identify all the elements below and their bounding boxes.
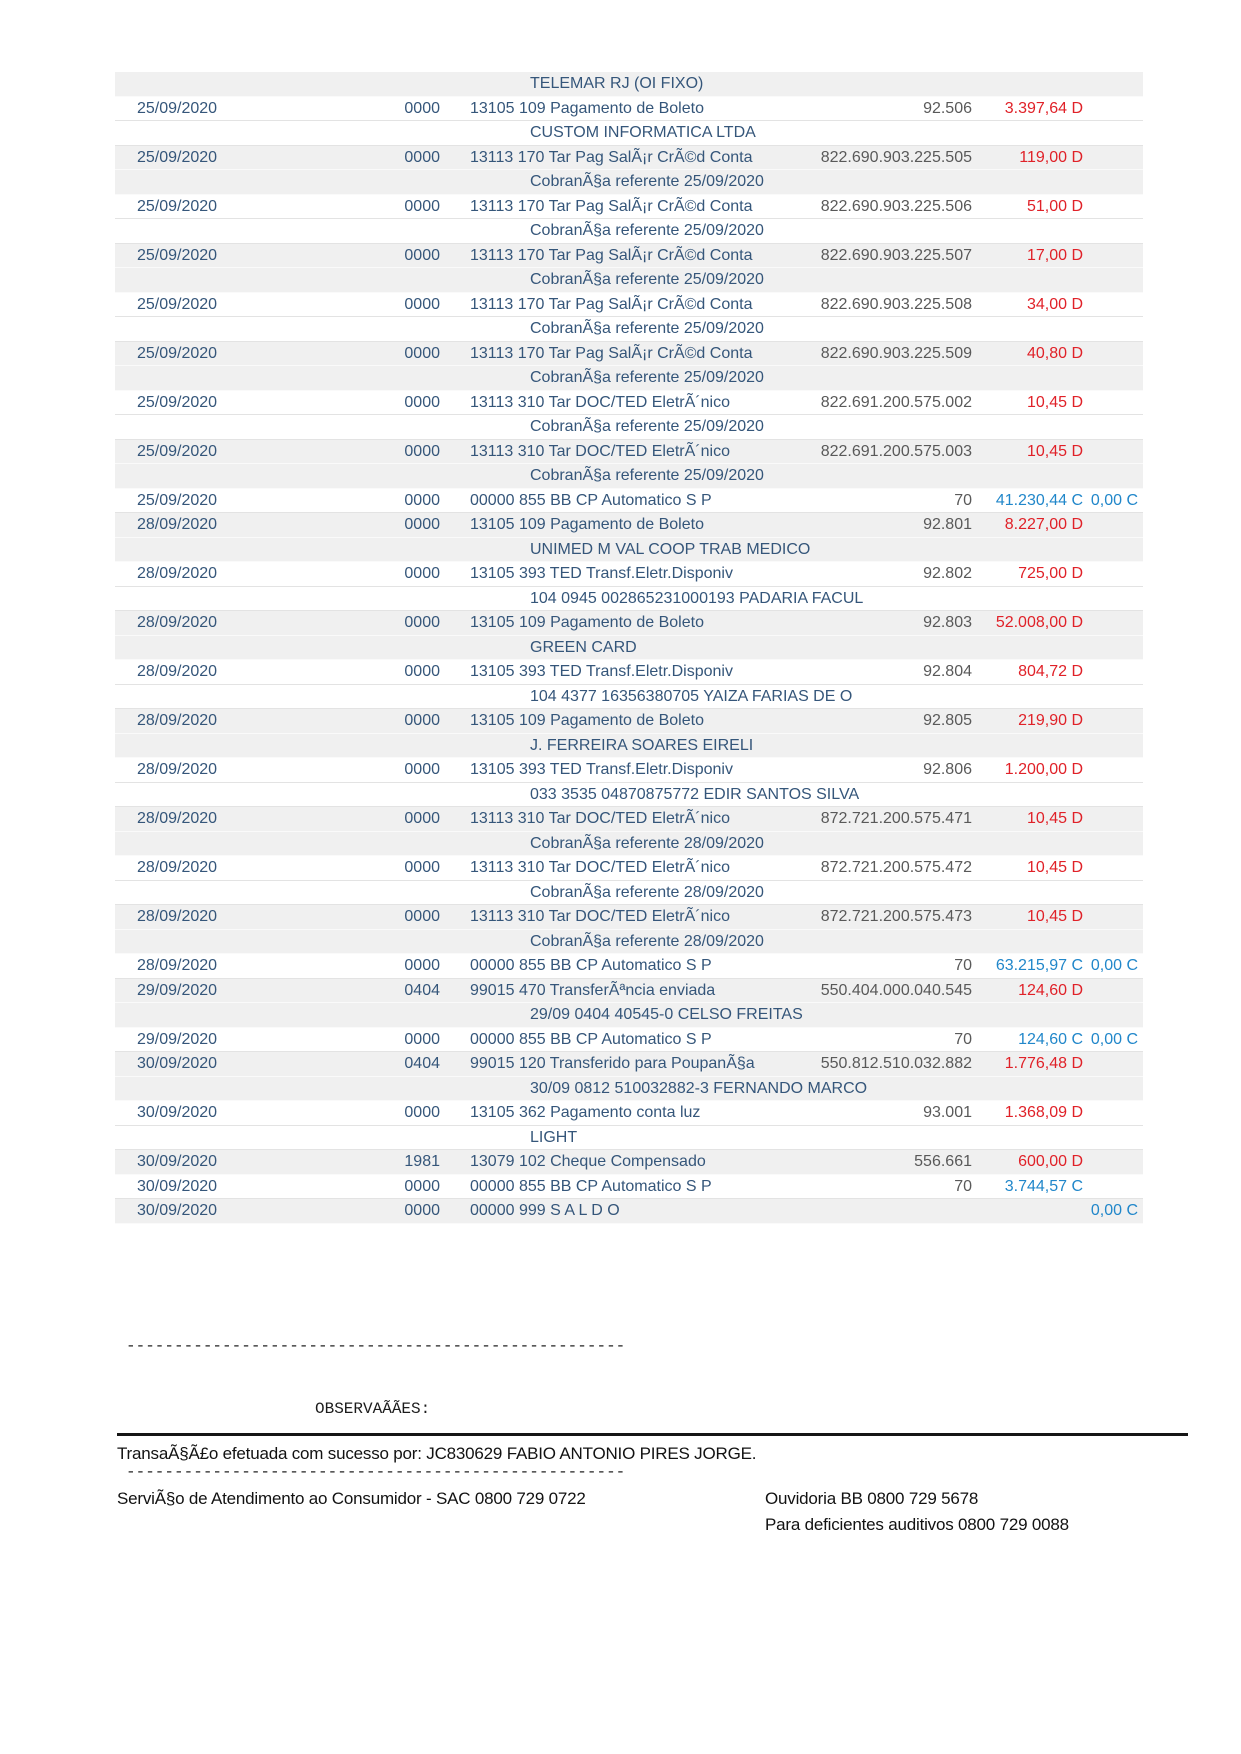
date-cell: 28/09/2020 — [137, 712, 218, 729]
transaction-row — [115, 856, 1143, 881]
document-number-cell: 70 — [954, 1030, 972, 1048]
extra-value-cell — [1083, 709, 1143, 733]
transaction-row — [115, 709, 1143, 734]
extra-value-cell — [1083, 1052, 1143, 1076]
transaction-row — [115, 489, 1143, 514]
transaction-row — [115, 979, 1143, 1004]
extra-value-cell — [1083, 979, 1143, 1003]
date-cell: 28/09/2020 — [137, 663, 218, 680]
extra-value-cell — [1083, 146, 1143, 170]
continuation-row: CobranÃ§a referente 25/09/2020 — [115, 317, 1143, 342]
document-number-cell: 822.690.903.225.508 — [820, 295, 972, 313]
date-cell: 29/09/2020 — [137, 1030, 218, 1048]
description-cell: 00000 855 BB CP Automatico S P — [470, 1030, 712, 1048]
value-cell: 51,00 D — [1026, 197, 1083, 215]
document-number-cell: 822.690.903.225.507 — [820, 246, 972, 264]
extra-value-cell — [1083, 1175, 1143, 1199]
description-cell: 13113 170 Tar Pag SalÃ¡r CrÃ©d Conta — [470, 148, 753, 166]
document-number-cell: 70 — [954, 491, 972, 509]
continuation-row: GREEN CARD — [115, 636, 1143, 661]
description-cell: 13113 170 Tar Pag SalÃ¡r CrÃ©d Conta — [470, 344, 753, 362]
value-cell: 34,00 D — [1026, 295, 1083, 313]
transaction-success-line: TransaÃ§Ã£o efetuada com sucesso por: JC830629 FABIO ANTONIO PIRES JORGE. — [117, 1444, 757, 1463]
value-cell: 1.200,00 D — [1004, 761, 1083, 778]
transaction-row — [115, 342, 1143, 367]
date-cell: 30/09/2020 — [137, 1055, 218, 1072]
agency-cell: 0000 — [404, 148, 440, 166]
date-cell: 28/09/2020 — [137, 516, 218, 533]
description-cell: 13105 362 Pagamento conta luz — [470, 1104, 701, 1121]
date-cell: 28/09/2020 — [137, 810, 218, 827]
extra-value-cell: 0,00 C — [1090, 1030, 1138, 1048]
agency-cell: 0000 — [404, 1104, 440, 1121]
date-cell: 25/09/2020 — [137, 246, 218, 264]
agency-cell: 0000 — [404, 442, 440, 460]
extra-value-cell — [1083, 1150, 1143, 1174]
agency-cell: 0000 — [404, 614, 440, 631]
deaf-contact-line: Para deficientes auditivos 0800 729 0088 — [765, 1515, 1069, 1534]
agency-cell: 0000 — [404, 295, 440, 313]
description-cell: 13105 393 TED Transf.Eletr.Disponiv — [470, 565, 733, 582]
document-number-cell: 92.506 — [923, 99, 972, 117]
continuation-row: CobranÃ§a referente 25/09/2020 — [115, 415, 1143, 440]
description-cell: 13105 109 Pagamento de Boleto — [470, 516, 704, 533]
description-cell: 13113 310 Tar DOC/TED EletrÃ´nico — [470, 810, 730, 827]
observations-dash-line-bottom: ---------------------------------------------------- — [126, 1463, 626, 1481]
date-cell: 25/09/2020 — [137, 393, 218, 411]
extra-value-cell — [1083, 513, 1143, 537]
date-cell: 28/09/2020 — [137, 908, 218, 925]
sac-contact-line: ServiÃ§o de Atendimento ao Consumidor - SAC 0800 729 0722 — [117, 1489, 586, 1508]
document-number-cell: 550.812.510.032.882 — [820, 1055, 972, 1072]
transaction-row — [115, 1150, 1143, 1175]
transaction-row — [115, 195, 1143, 220]
value-cell: 10,45 D — [1026, 908, 1083, 925]
footer-divider — [117, 1433, 1188, 1436]
date-cell: 28/09/2020 — [137, 565, 218, 582]
extra-value-cell — [1083, 244, 1143, 268]
transaction-row — [115, 562, 1143, 587]
transaction-row — [115, 391, 1143, 416]
transaction-row — [115, 440, 1143, 465]
agency-cell: 0000 — [404, 1030, 440, 1048]
agency-cell: 0404 — [404, 981, 440, 999]
description-cell: 13105 109 Pagamento de Boleto — [470, 614, 704, 631]
agency-cell: 0000 — [404, 344, 440, 362]
document-number-cell — [790, 1199, 972, 1223]
date-cell: 25/09/2020 — [137, 442, 218, 460]
description-cell: 13113 310 Tar DOC/TED EletrÃ´nico — [470, 393, 730, 411]
value-cell: 124,60 C — [1018, 1030, 1083, 1048]
continuation-row: CobranÃ§a referente 25/09/2020 — [115, 268, 1143, 293]
continuation-row: J. FERREIRA SOARES EIRELI — [115, 734, 1143, 759]
transaction-row — [115, 660, 1143, 685]
document-number-cell: 822.690.903.225.509 — [820, 344, 972, 362]
value-cell: 8.227,00 D — [1004, 516, 1083, 533]
description-cell: 99015 120 Transferido para PoupanÃ§a — [470, 1055, 755, 1072]
date-cell: 25/09/2020 — [137, 99, 218, 117]
transaction-row — [115, 1175, 1143, 1200]
transaction-row — [115, 758, 1143, 783]
continuation-row: CobranÃ§a referente 28/09/2020 — [115, 881, 1143, 906]
ouvidoria-contact-line: Ouvidoria BB 0800 729 5678 — [765, 1489, 979, 1508]
observations-dash-line-top: ---------------------------------------------------- — [126, 1337, 626, 1355]
transaction-row — [115, 807, 1143, 832]
description-cell: 99015 470 TransferÃªncia enviada — [470, 981, 716, 999]
document-number-cell: 822.691.200.575.003 — [820, 442, 972, 460]
value-cell: 3.744,57 C — [1004, 1177, 1083, 1195]
value-cell: 119,00 D — [1019, 148, 1083, 166]
document-number-cell: 822.691.200.575.002 — [820, 393, 972, 411]
document-number-cell: 556.661 — [914, 1153, 972, 1170]
extra-value-cell — [1083, 758, 1143, 782]
description-cell: 00000 855 BB CP Automatico S P — [470, 1177, 712, 1195]
extra-value-cell — [1083, 293, 1143, 317]
document-number-cell: 872.721.200.575.471 — [820, 810, 972, 827]
document-number-cell: 92.801 — [923, 516, 972, 533]
agency-cell: 0404 — [404, 1055, 440, 1072]
document-number-cell: 92.802 — [923, 565, 972, 582]
agency-cell: 0000 — [404, 663, 440, 680]
extra-value-cell — [1083, 195, 1143, 219]
continuation-row: CobranÃ§a referente 25/09/2020 — [115, 170, 1143, 195]
value-cell: 10,45 D — [1026, 810, 1083, 827]
continuation-row: UNIMED M VAL COOP TRAB MEDICO — [115, 538, 1143, 563]
transaction-row — [115, 1199, 1143, 1224]
value-cell: 3.397,64 D — [1004, 99, 1083, 117]
agency-cell: 0000 — [404, 565, 440, 582]
date-cell: 30/09/2020 — [137, 1104, 218, 1121]
date-cell: 28/09/2020 — [137, 957, 218, 974]
description-cell: 13105 393 TED Transf.Eletr.Disponiv — [470, 761, 733, 778]
value-cell: 725,00 D — [1018, 565, 1083, 582]
document-number-cell: 70 — [954, 1177, 972, 1195]
transaction-row — [115, 244, 1143, 269]
value-cell: 10,45 D — [1026, 859, 1083, 876]
extra-value-cell — [1083, 342, 1143, 366]
description-cell: 13079 102 Cheque Compensado — [470, 1153, 706, 1170]
agency-cell: 0000 — [404, 1202, 440, 1219]
transaction-row — [115, 513, 1143, 538]
date-cell: 30/09/2020 — [137, 1177, 218, 1195]
extra-value-cell — [1083, 905, 1143, 929]
transaction-row — [115, 905, 1143, 930]
transaction-row — [115, 97, 1143, 122]
extra-value-cell: 0,00 C — [1090, 491, 1138, 509]
document-number-cell: 93.001 — [923, 1104, 972, 1121]
date-cell: 30/09/2020 — [137, 1202, 218, 1219]
description-cell: 00000 855 BB CP Automatico S P — [470, 957, 712, 974]
extra-value-cell — [1083, 856, 1143, 880]
date-cell: 25/09/2020 — [137, 148, 218, 166]
description-cell: 13113 170 Tar Pag SalÃ¡r CrÃ©d Conta — [470, 246, 753, 264]
extra-value-cell — [1083, 562, 1143, 586]
value-cell: 1.776,48 D — [1004, 1055, 1083, 1072]
continuation-row: CUSTOM INFORMATICA LTDA — [115, 121, 1143, 146]
description-cell: 13113 310 Tar DOC/TED EletrÃ´nico — [470, 908, 730, 925]
value-cell: 10,45 D — [1026, 442, 1083, 460]
value-cell: 1.368,09 D — [1004, 1104, 1083, 1121]
transactions-table — [115, 72, 1143, 1224]
value-cell: 63.215,97 C — [995, 957, 1083, 974]
date-cell: 28/09/2020 — [137, 614, 218, 631]
observations-label: OBSERVAÃÃES: — [315, 1400, 431, 1418]
agency-cell: 0000 — [404, 491, 440, 509]
document-number-cell: 872.721.200.575.473 — [820, 908, 972, 925]
description-cell: 00000 855 BB CP Automatico S P — [470, 491, 712, 509]
date-cell: 25/09/2020 — [137, 344, 218, 362]
agency-cell: 0000 — [404, 246, 440, 264]
document-number-cell: 872.721.200.575.472 — [820, 859, 972, 876]
agency-cell: 0000 — [404, 859, 440, 876]
observations-section — [126, 1294, 625, 1504]
extra-value-cell — [1083, 1101, 1143, 1125]
description-cell: 13105 393 TED Transf.Eletr.Disponiv — [470, 663, 733, 680]
description-cell: 13113 310 Tar DOC/TED EletrÃ´nico — [470, 859, 730, 876]
document-number-cell: 822.690.903.225.505 — [820, 148, 972, 166]
document-number-cell: 822.690.903.225.506 — [820, 197, 972, 215]
date-cell: 28/09/2020 — [137, 859, 218, 876]
continuation-row: 30/09 0812 510032882-3 FERNANDO MARCO — [115, 1077, 1143, 1102]
description-cell: 13105 109 Pagamento de Boleto — [470, 712, 704, 729]
date-cell: 30/09/2020 — [137, 1153, 218, 1170]
value-cell: 600,00 D — [1018, 1153, 1083, 1170]
extra-value-cell — [1083, 391, 1143, 415]
transaction-row — [115, 1028, 1143, 1053]
date-cell: 25/09/2020 — [137, 197, 218, 215]
continuation-row: CobranÃ§a referente 25/09/2020 — [115, 464, 1143, 489]
description-cell: 13113 170 Tar Pag SalÃ¡r CrÃ©d Conta — [470, 295, 753, 313]
document-number-cell: 92.806 — [923, 761, 972, 778]
continuation-row: CobranÃ§a referente 25/09/2020 — [115, 366, 1143, 391]
document-number-cell: 92.805 — [923, 712, 972, 729]
agency-cell: 0000 — [404, 197, 440, 215]
document-number-cell: 92.804 — [923, 663, 972, 680]
description-cell: 00000 999 S A L D O — [470, 1202, 620, 1219]
date-cell: 29/09/2020 — [137, 981, 218, 999]
description-cell: 13113 310 Tar DOC/TED EletrÃ´nico — [470, 442, 730, 460]
agency-cell: 0000 — [404, 761, 440, 778]
agency-cell: 0000 — [404, 908, 440, 925]
extra-value-cell: 0,00 C — [1090, 1202, 1138, 1219]
value-cell: 52.008,00 D — [995, 614, 1083, 631]
extra-value-cell — [1083, 611, 1143, 635]
value-cell: 124,60 D — [1018, 981, 1083, 999]
agency-cell: 0000 — [404, 1177, 440, 1195]
value-cell: 219,90 D — [1018, 712, 1083, 729]
agency-cell: 0000 — [404, 712, 440, 729]
continuation-row: LIGHT — [115, 1126, 1143, 1151]
value-cell: 40,80 D — [1026, 344, 1083, 362]
continuation-row: 29/09 0404 40545-0 CELSO FREITAS — [115, 1003, 1143, 1028]
date-cell: 28/09/2020 — [137, 761, 218, 778]
continuation-row: TELEMAR RJ (OI FIXO) — [115, 72, 1143, 97]
description-cell: 13113 170 Tar Pag SalÃ¡r CrÃ©d Conta — [470, 197, 753, 215]
value-cell: 41.230,44 C — [995, 491, 1083, 509]
agency-cell: 1981 — [404, 1153, 440, 1170]
value-cell: 10,45 D — [1026, 393, 1083, 411]
date-cell: 25/09/2020 — [137, 491, 218, 509]
document-number-cell: 70 — [954, 957, 972, 974]
agency-cell: 0000 — [404, 810, 440, 827]
transaction-row — [115, 611, 1143, 636]
continuation-row: 104 4377 16356380705 YAIZA FARIAS DE O — [115, 685, 1143, 710]
document-number-cell: 92.803 — [923, 614, 972, 631]
transaction-row — [115, 293, 1143, 318]
continuation-row: CobranÃ§a referente 28/09/2020 — [115, 930, 1143, 955]
extra-value-cell — [1083, 440, 1143, 464]
document-number-cell: 550.404.000.040.545 — [820, 981, 972, 999]
transaction-row — [115, 146, 1143, 171]
value-cell: 804,72 D — [1018, 663, 1083, 680]
agency-cell: 0000 — [404, 516, 440, 533]
continuation-row: 033 3535 04870875772 EDIR SANTOS SILVA — [115, 783, 1143, 808]
agency-cell: 0000 — [404, 99, 440, 117]
continuation-row: CobranÃ§a referente 25/09/2020 — [115, 219, 1143, 244]
agency-cell: 0000 — [404, 957, 440, 974]
agency-cell: 0000 — [404, 393, 440, 411]
extra-value-cell: 0,00 C — [1090, 957, 1138, 974]
value-cell: 17,00 D — [1026, 246, 1083, 264]
value-cell — [972, 1199, 1083, 1223]
continuation-row: 104 0945 002865231000193 PADARIA FACUL — [115, 587, 1143, 612]
extra-value-cell — [1083, 97, 1143, 121]
date-cell: 25/09/2020 — [137, 295, 218, 313]
transaction-row — [115, 954, 1143, 979]
extra-value-cell — [1083, 807, 1143, 831]
extra-value-cell — [1083, 660, 1143, 684]
transaction-row — [115, 1052, 1143, 1077]
description-cell: 13105 109 Pagamento de Boleto — [470, 99, 704, 117]
transaction-row — [115, 1101, 1143, 1126]
continuation-row: CobranÃ§a referente 28/09/2020 — [115, 832, 1143, 857]
